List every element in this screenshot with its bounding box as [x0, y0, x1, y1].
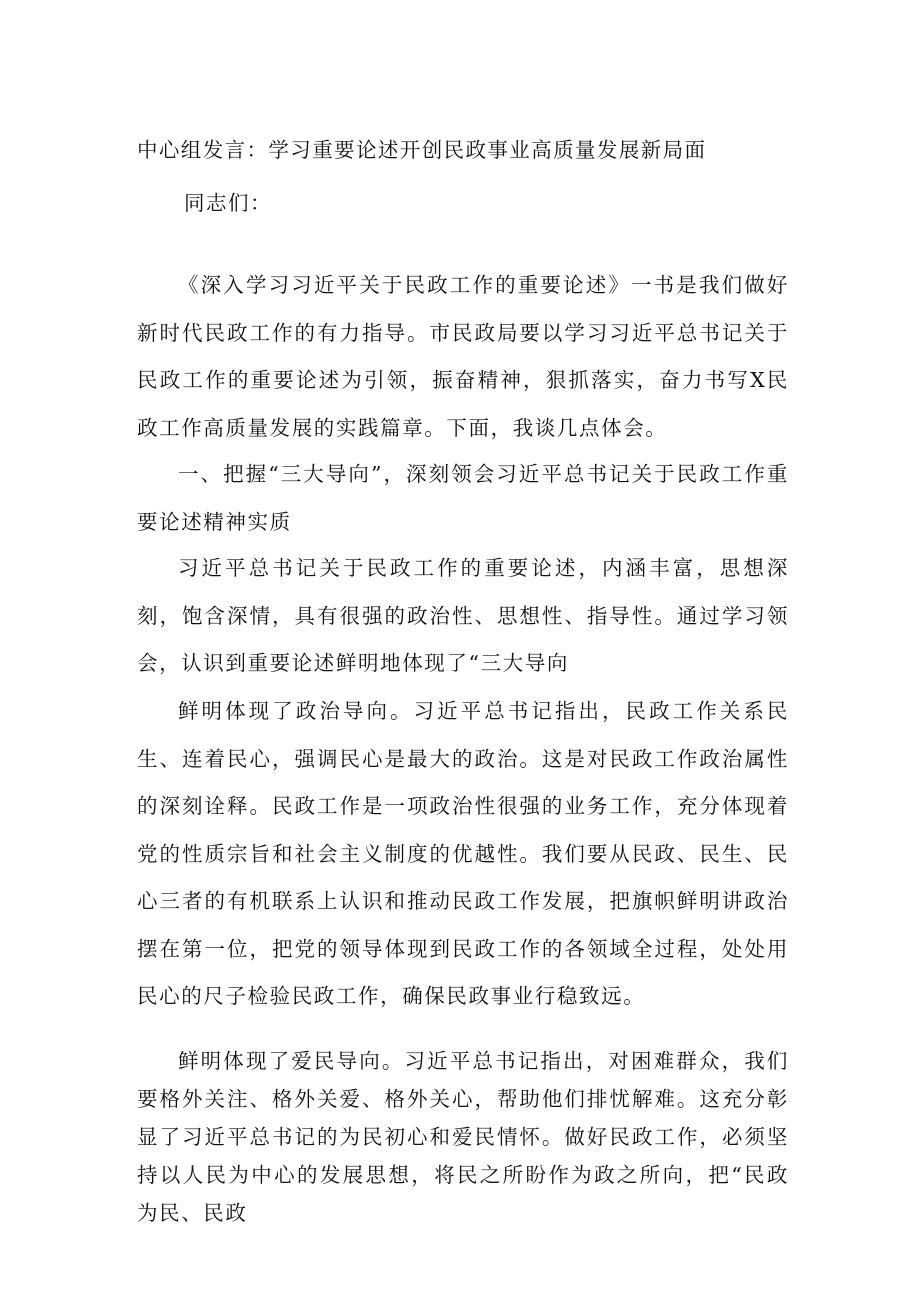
paragraph-political-orientation: 鲜明体现了政治导向。习近平总书记指出，民政工作关系民生、连着民心，强调民心是最大的政治。这是对民政工作政治属性的深刻诠释。民政工作是一项政治性很强的业务工作，充分体现着党的性质宗旨和社会主义制度的优越性。我们要从民政、民生、民心三者的有机联系上认识和推动民政工作发展，把旗帜鲜明讲政治摆在第一位，把党的领导体现到民政工作的各领域全过程，处处用民心的尺子检验民政工作，确保民政事业行稳致远。 — [137, 699, 789, 1008]
greeting: 同志们： — [184, 191, 272, 215]
document-title: 中心组发言：学习重要论述开创民政事业高质量发展新局面 — [137, 138, 707, 162]
paragraph-overview: 习近平总书记关于民政工作的重要论述，内涵丰富，思想深刻，饱含深情，具有很强的政治性、思想性、指导性。通过学习领会，认识到重要论述鲜明地体现了“三大导向 — [137, 556, 789, 675]
paragraph-people-orientation: 鲜明体现了爱民导向。习近平总书记指出，对困难群众，我们要格外关注、格外关爱、格外关心，帮助他们排忧解难。这充分彰显了习近平总书记的为民初心和爱民情怀。做好民政工作，必须坚持以人民为中心的发展思想，将民之所盼作为政之所向，把“民政为民、民政 — [137, 1049, 789, 1225]
paragraph-intro: 《深入学习习近平关于民政工作的重要论述》一书是我们做好新时代民政工作的有力指导。市民政局要以学习习近平总书记关于民政工作的重要论述为引领，振奋精神，狠抓落实，奋力书写X民政工作高质量发展的实践篇章。下面，我谈几点体会。 — [137, 273, 789, 440]
section-heading-1: 一、把握“三大导向”，深刻领会习近平总书记关于民政工作重要论述精神实质 — [137, 462, 789, 534]
